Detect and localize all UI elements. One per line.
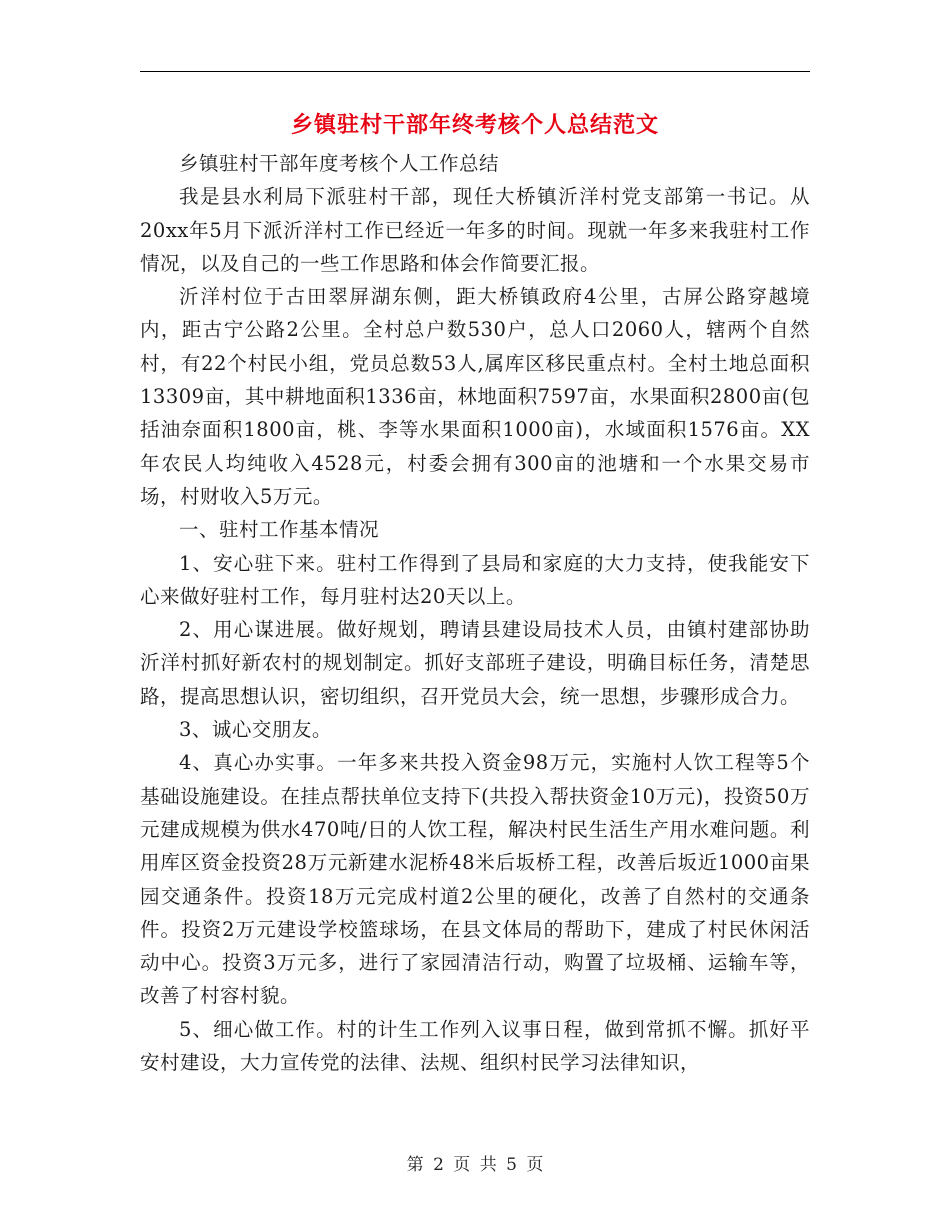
section-heading: 一、驻村工作基本情况	[179, 518, 380, 542]
document-title: 乡镇驻村干部年终考核个人总结范文	[290, 113, 659, 138]
list-item-1: 1、安心驻下来。驻村工作得到了县局和家庭的大力支持，使我能安下心来做好驻村工作，每月驻村达20天以上。	[140, 551, 810, 608]
village-profile-paragraph: 沂洋村位于古田翠屏湖东侧，距大桥镇政府4公里，古屏公路穿越境内，距古宁公路2公里。全村总户数530户，总人口2060人，辖两个自然村，有22个村民小组，党员总数53人,属库区移民重点村。全村土地总面积13309亩，其中耕地面积1336亩，林地面积7597亩，水果面积2800亩(包括油奈面积1800亩，桃、李等水果面积1000亩)，水域面积1576亩。XX年农民人均纯收入4528元，村委会拥有300亩的池塘和一个水果交易市场，村财收入5万元。	[140, 285, 810, 508]
list-item-2: 2、用心谋进展。做好规划，聘请县建设局技术人员，由镇村建部协助沂洋村抓好新农村的规划制定。抓好支部班子建设，明确目标任务，清楚思路，提高思想认识，密切组织，召开党员大会，统一思想，步骤形成合力。	[140, 618, 810, 708]
list-item-3: 3、诚心交朋友。	[179, 718, 332, 742]
intro-paragraph: 我是县水利局下派驻村干部，现任大桥镇沂洋村党支部第一书记。从20xx年5月下派沂洋村工作已经近一年多的时间。现就一年多来我驻村工作情况，以及自己的一些工作思路和体会作简要汇报。	[140, 185, 810, 275]
page-number: 第 2 页 共 5 页	[406, 1155, 544, 1175]
header-rule	[140, 71, 810, 72]
list-item-4: 4、真心办实事。一年多来共投入资金98万元，实施村人饮工程等5个基础设施建设。在挂点帮扶单位支持下(共投入帮扶资金10万元)，投资50万元建成规模为供水470吨/日的人饮工程，解决村民生活生产用水难问题。利用库区资金投资28万元新建水泥桥48米后坂桥工程，改善后坂近1000亩果园交通条件。投资18万元完成村道2公里的硬化，改善了自然村的交通条件。投资2万元建设学校篮球场，在县文体局的帮助下，建成了村民休闲活动中心。投资3万元多，进行了家园清洁行动，购置了垃圾桶、运输车等，改善了村容村貌。	[140, 751, 810, 1008]
document-body	[140, 147, 810, 1079]
subtitle-paragraph: 乡镇驻村干部年度考核个人工作总结	[179, 152, 500, 175]
list-item-5: 5、细心做工作。村的计生工作列入议事日程，做到常抓不懈。抓好平安村建设，大力宣传党的法律、法规、组织村民学习法律知识，	[140, 1017, 810, 1075]
